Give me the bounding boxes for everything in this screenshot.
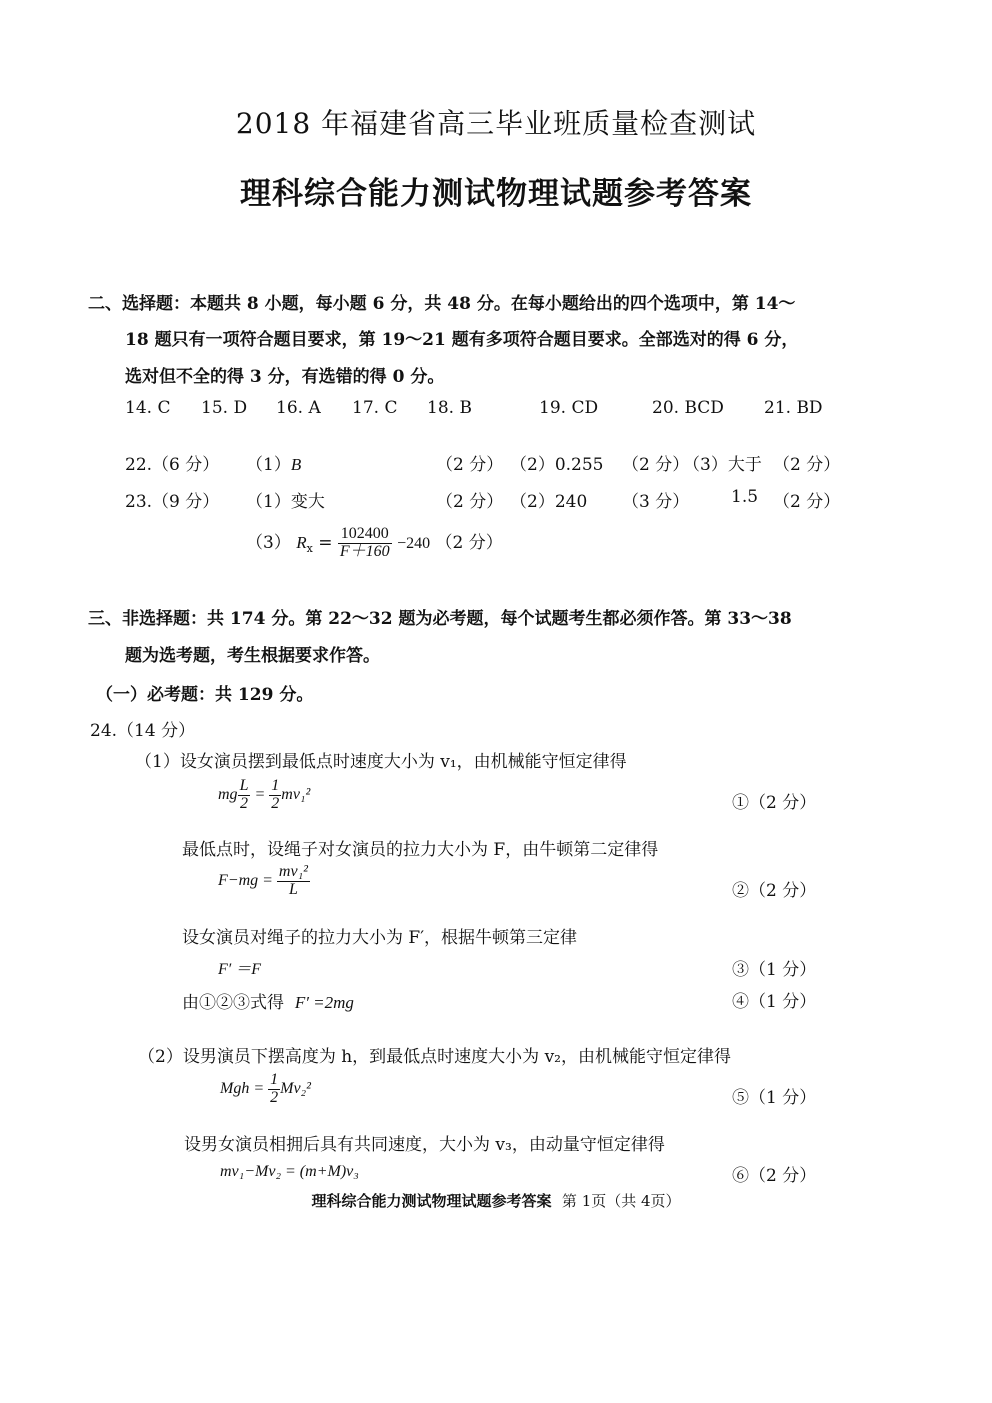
page-subtitle: 理科综合能力测试物理试题参考答案 bbox=[240, 176, 752, 212]
page-footer: 理科综合能力测试物理试题参考答案 第 1页（共 4页） bbox=[311, 1192, 681, 1210]
q24-text2: 最低点时，设绳子对女演员的拉力大小为 F，由牛顿第二定律得 bbox=[182, 840, 659, 860]
q24-label: 24.（14 分） bbox=[90, 721, 196, 741]
q24-eq6-score: ⑥（2 分） bbox=[732, 1166, 817, 1186]
section3-line1: 三、非选择题：共 174 分。第 22～32 题为必考题，每个试题考生都必须作答。第 33～38 bbox=[88, 609, 792, 629]
q23-label: 23.（9 分） bbox=[125, 492, 220, 512]
section3-line2: 题为选考题，考生根据要求作答。 bbox=[125, 646, 380, 666]
q24-text3: 设女演员对绳子的拉力大小为 F′，根据牛顿第三定律 bbox=[182, 928, 578, 948]
q24-eq5: Mgh = $\frac{1}{2}$ Mv₂² bbox=[220, 1071, 311, 1106]
section2-line2: 18 题只有一项符合题目要求，第 19～21 题有多项符合题目要求。全部选对的得 6 分， bbox=[125, 330, 799, 350]
answer-14: 14. C bbox=[125, 398, 171, 418]
answer-15: 15. D bbox=[201, 398, 248, 418]
answer-20: 20. BCD bbox=[652, 398, 724, 418]
q24-part2-text: （2）设男演员下摆高度为 h，到最低点时速度大小为 v₂，由机械能守恒定律得 bbox=[138, 1047, 731, 1067]
q24-eq2: F−mg = $\frac{\text{mv₁²}}{L}$ bbox=[218, 863, 308, 898]
q22-part1: （1）B bbox=[246, 455, 302, 475]
q23-part1: （1）变大 bbox=[246, 492, 325, 512]
q24-eq2-score: ②（2 分） bbox=[732, 881, 817, 901]
q24-part1-text: （1）设女演员摆到最低点时速度大小为 v₁，由机械能守恒定律得 bbox=[135, 752, 627, 772]
q24-eq6: mv₁−Mv₂ = (m+M)v₃ bbox=[220, 1163, 359, 1180]
q23-score2b: （2 分） bbox=[773, 492, 841, 512]
answer-17: 17. C bbox=[352, 398, 398, 418]
section3-sub1: （一）必考题：共 129 分。 bbox=[96, 685, 314, 705]
q22-score1: （2 分） bbox=[436, 455, 504, 475]
q24-eq1-score: ①（2 分） bbox=[732, 793, 817, 813]
q22-label: 22.（6 分） bbox=[125, 455, 220, 475]
answer-19: 19. CD bbox=[539, 398, 599, 418]
answer-16: 16. A bbox=[276, 398, 321, 418]
q24-eq4: 由①②③式得 F′ =2mg bbox=[182, 993, 354, 1013]
q23-score1: （2 分） bbox=[436, 492, 504, 512]
page-title: 2018 年福建省高三毕业班质量检查测试 bbox=[235, 107, 757, 140]
q24-eq3-score: ③（1 分） bbox=[732, 960, 817, 980]
q23-part3-formula: （3） $R_x$ = $\frac{102400}{F+160}$ −240 （2 分） bbox=[246, 525, 503, 560]
q24-eq3: F′ ＝F bbox=[218, 961, 262, 978]
q24-text6: 设男女演员相拥后具有共同速度，大小为 v₃，由动量守恒定律得 bbox=[184, 1135, 665, 1155]
q23-part2: （2）240 bbox=[510, 492, 588, 512]
q22-score3: （2 分） bbox=[773, 455, 841, 475]
section2-line3: 选对但不全的得 3 分，有选错的得 0 分。 bbox=[125, 367, 445, 387]
q23-score2: （3 分） bbox=[622, 492, 690, 512]
q22-part2: （2）0.255 bbox=[510, 455, 604, 475]
q22-score2: （2 分） bbox=[622, 455, 690, 475]
q24-eq4-score: ④（1 分） bbox=[732, 992, 817, 1012]
section2-line1: 二、选择题：本题共 8 小题，每小题 6 分，共 48 分。在每小题给出的四个选项中，第 14～ bbox=[88, 294, 796, 314]
q22-part3: （3）大于 bbox=[683, 455, 762, 475]
answer-21: 21. BD bbox=[764, 398, 823, 418]
q23-part2b: 1.5 bbox=[731, 487, 759, 507]
q24-eq1: mg $\frac{L}{2}$ = $\frac{1}{2}$ mv₁² bbox=[218, 777, 311, 812]
q24-eq5-score: ⑤（1 分） bbox=[732, 1088, 817, 1108]
answer-18: 18. B bbox=[427, 398, 472, 418]
